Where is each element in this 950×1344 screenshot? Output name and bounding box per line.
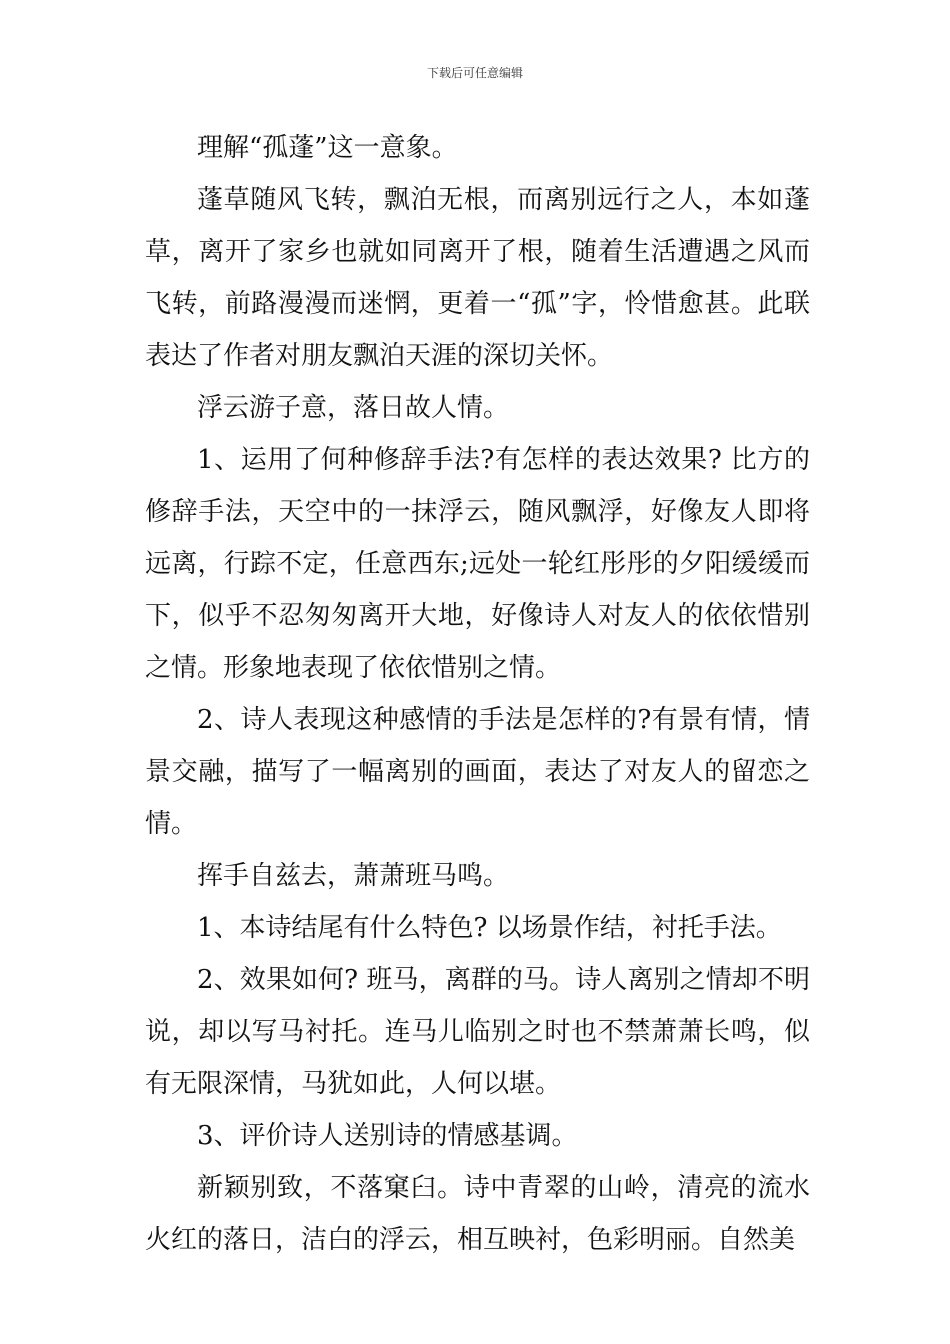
paragraph: 浮云游子意，落日故人情。 (197, 393, 510, 423)
paragraph: 2、诗人表现这种感情的手法是怎样的?有景有情，情景交融，描写了一幅离别的画面，表达了对友人的留恋之情。 (145, 705, 810, 839)
page-header: 下载后可任意编辑 (426, 66, 523, 80)
paragraph: 新颖别致，不落窠臼。诗中青翠的山岭，清亮的流水火红的落日，洁白的浮云，相互映衬，色彩明丽。自然美 (145, 1173, 810, 1255)
paragraph: 2、效果如何? 班马，离群的马。诗人离别之情却不明说，却以写马衬托。连马儿临别之时也不禁萧萧长鸣，似有无限深情，马犹如此，人何以堪。 (145, 965, 810, 1099)
paragraph: 1、本诗结尾有什么特色? 以场景作结，衬托手法。 (197, 913, 782, 943)
paragraph: 3、评价诗人送别诗的情感基调。 (197, 1121, 578, 1151)
paragraph: 蓬草随风飞转，飘泊无根，而离别远行之人，本如蓬草，离开了家乡也就如同离开了根，随着生活遭遇之风而飞转，前路漫漫而迷惘，更着一“孤”字，怜惜愈甚。此联表达了作者对朋友飘泊天涯的深切关怀。 (145, 185, 810, 371)
paragraph: 理解“孤蓬”这一意象。 (197, 133, 458, 163)
document-body (145, 122, 810, 1266)
paragraph: 1、运用了何种修辞手法?有怎样的表达效果? 比方的修辞手法，天空中的一抹浮云，随风飘浮，好像友人即将远离，行踪不定，任意西东;远处一轮红彤彤的夕阳缓缓而下，似乎不忍匆匆离开大地，好像诗人对友人的依依惜别之情。形象地表现了依依惜别之情。 (145, 445, 810, 683)
paragraph: 挥手自兹去，萧萧班马鸣。 (197, 861, 510, 891)
